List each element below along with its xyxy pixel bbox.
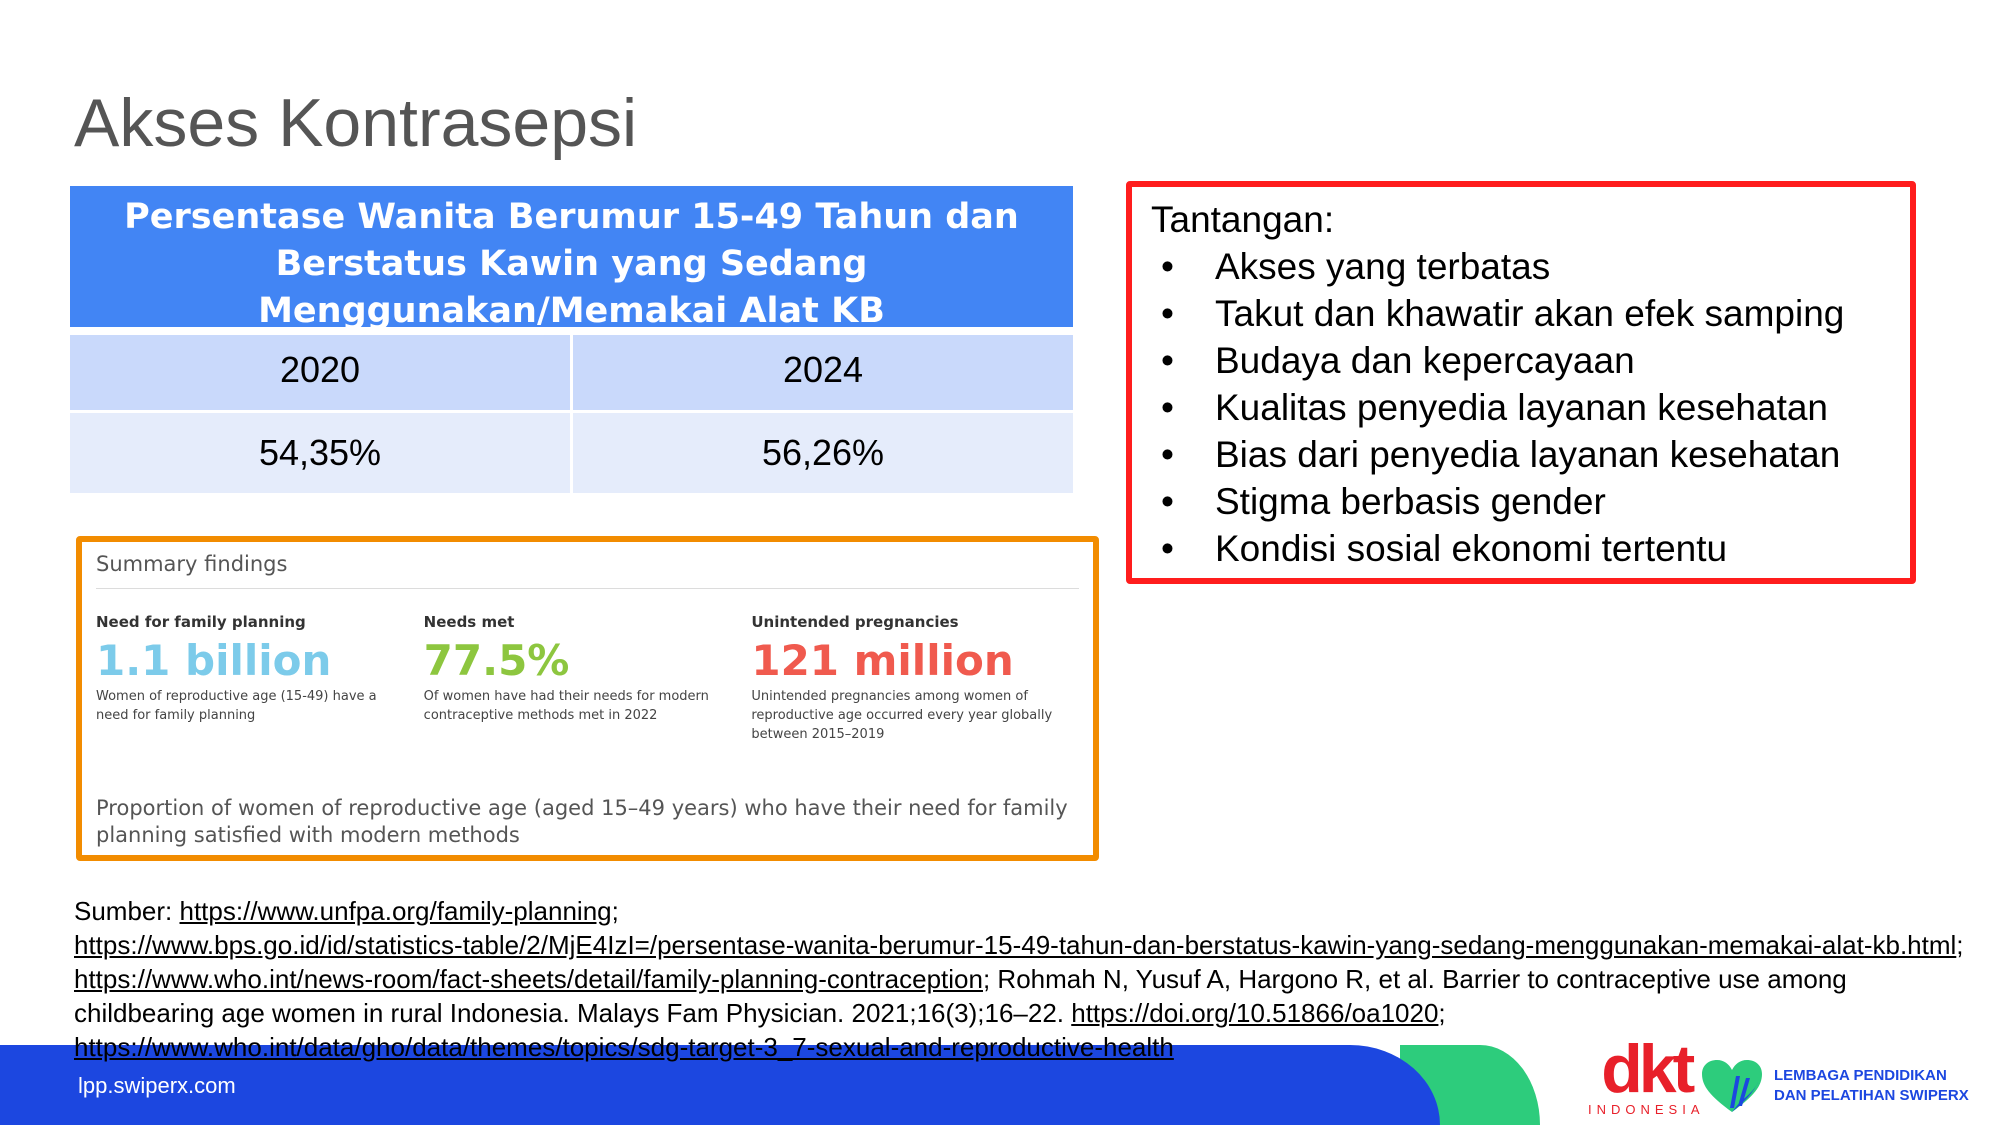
finding-label: Need for family planning bbox=[96, 613, 306, 631]
finding-label: Unintended pregnancies bbox=[751, 613, 959, 631]
sources-prefix: Sumber: bbox=[74, 896, 180, 926]
challenges-list bbox=[1151, 243, 1910, 572]
heart-icon bbox=[1700, 1058, 1764, 1114]
challenges-heading: Tantangan: bbox=[1151, 199, 1335, 240]
slide-title: Akses Kontrasepsi bbox=[74, 85, 638, 161]
finding-desc: Of women have had their needs for modern contraceptive methods met in 2022 bbox=[423, 689, 709, 723]
finding-value: 77.5% bbox=[423, 636, 570, 685]
sources-separator: ; bbox=[1438, 998, 1446, 1028]
kb-header-line: Persentase Wanita Berumur 15-49 Tahun dan bbox=[124, 197, 1019, 237]
kb-header-line: Menggunakan/Memakai Alat KB bbox=[258, 291, 885, 331]
kb-table-header bbox=[70, 186, 1073, 331]
source-link-doi[interactable]: https://doi.org/10.51866/oa1020 bbox=[1071, 998, 1439, 1028]
list-item: • Kondisi sosial ekonomi tertentu bbox=[1151, 525, 1910, 572]
list-item: • Bias dari penyedia layanan kesehatan bbox=[1151, 431, 1910, 478]
challenge-text: Stigma berbasis gender bbox=[1215, 481, 1606, 522]
challenge-text: Kualitas penyedia layanan kesehatan bbox=[1215, 387, 1829, 428]
source-link-who[interactable]: https://www.who.int/news-room/fact-sheets/detail/family-planning-contraception bbox=[74, 964, 983, 994]
finding-desc: Women of reproductive age (15-49) have a need for family planning bbox=[96, 689, 377, 723]
finding-desc: Unintended pregnancies among women of reproductive age occurred every year globally between 2015–2019 bbox=[751, 689, 1053, 742]
summary-footer: Proportion of women of reproductive age (aged 15–49 years) who have their need for family planning satisfied with modern methods bbox=[96, 796, 1068, 847]
finding-label: Needs met bbox=[423, 613, 515, 631]
challenges-box bbox=[1126, 181, 1916, 584]
dkt-logo-mark: dkt bbox=[1601, 1031, 1692, 1107]
dkt-logo bbox=[1588, 1031, 1705, 1117]
sources-citation: ; Rohmah N, Yusuf A, Hargono R, et al. Barrier to contraceptive use among childbearing age women in rural Indonesia. Malays Fam Physician. 2021;16(3);16–22. bbox=[74, 964, 1847, 1028]
source-link-unfpa[interactable]: https://www.unfpa.org/family-planning bbox=[179, 896, 612, 926]
finding-value: 121 million bbox=[751, 636, 1014, 685]
challenge-text: Akses yang terbatas bbox=[1215, 246, 1551, 287]
kb-year-row bbox=[70, 335, 1073, 410]
finding-needs-met bbox=[424, 613, 752, 744]
list-item: • Takut dan khawatir akan efek samping bbox=[1151, 290, 1910, 337]
finding-need bbox=[96, 613, 424, 744]
kb-value-row bbox=[70, 413, 1073, 493]
kb-usage-table bbox=[70, 186, 1073, 493]
list-item: • Budaya dan kepercayaan bbox=[1151, 337, 1910, 384]
list-item: • Kualitas penyedia layanan kesehatan bbox=[1151, 384, 1910, 431]
finding-unintended bbox=[751, 613, 1079, 744]
challenge-text: Kondisi sosial ekonomi tertentu bbox=[1215, 528, 1728, 569]
list-item: • Stigma berbasis gender bbox=[1151, 478, 1910, 525]
list-item: • Akses yang terbatas bbox=[1151, 243, 1910, 290]
challenge-text: Takut dan khawatir akan efek samping bbox=[1215, 293, 1845, 334]
lpp-logo-line1: LEMBAGA PENDIDIKAN bbox=[1774, 1067, 1947, 1084]
lpp-logo-line2: DAN PELATIHAN SWIPERX bbox=[1774, 1087, 1969, 1104]
sources-separator: ; bbox=[611, 896, 619, 926]
kb-value-2024: 56,26% bbox=[573, 413, 1073, 493]
kb-value-2020: 54,35% bbox=[70, 413, 570, 493]
source-link-bps[interactable]: https://www.bps.go.id/id/statistics-table/2/MjE4IzI=/persentase-wanita-berumur-15-49-tahun-dan-berstatus-kawin-yang-sedang-menggunakan-memakai-alat-kb.html bbox=[74, 930, 1957, 960]
challenge-text: Bias dari penyedia layanan kesehatan bbox=[1215, 434, 1841, 475]
dkt-logo-sub: INDONESIA bbox=[1588, 1102, 1705, 1117]
kb-year-2024: 2024 bbox=[573, 335, 1073, 410]
lpp-logo bbox=[1700, 1058, 1969, 1114]
kb-year-2020: 2020 bbox=[70, 335, 570, 410]
summary-findings-panel bbox=[76, 536, 1099, 861]
finding-value: 1.1 billion bbox=[96, 636, 332, 685]
challenge-text: Budaya dan kepercayaan bbox=[1215, 340, 1635, 381]
footer-url: lpp.swiperx.com bbox=[78, 1073, 236, 1098]
kb-header-line: Berstatus Kawin yang Sedang bbox=[275, 244, 868, 284]
summary-title: Summary findings bbox=[96, 552, 1079, 589]
source-link-who-gho[interactable]: https://www.who.int/data/gho/data/themes/topics/sdg-target-3_7-sexual-and-reproductive-health bbox=[74, 1032, 1174, 1062]
sources-separator: ; bbox=[1956, 930, 1964, 960]
